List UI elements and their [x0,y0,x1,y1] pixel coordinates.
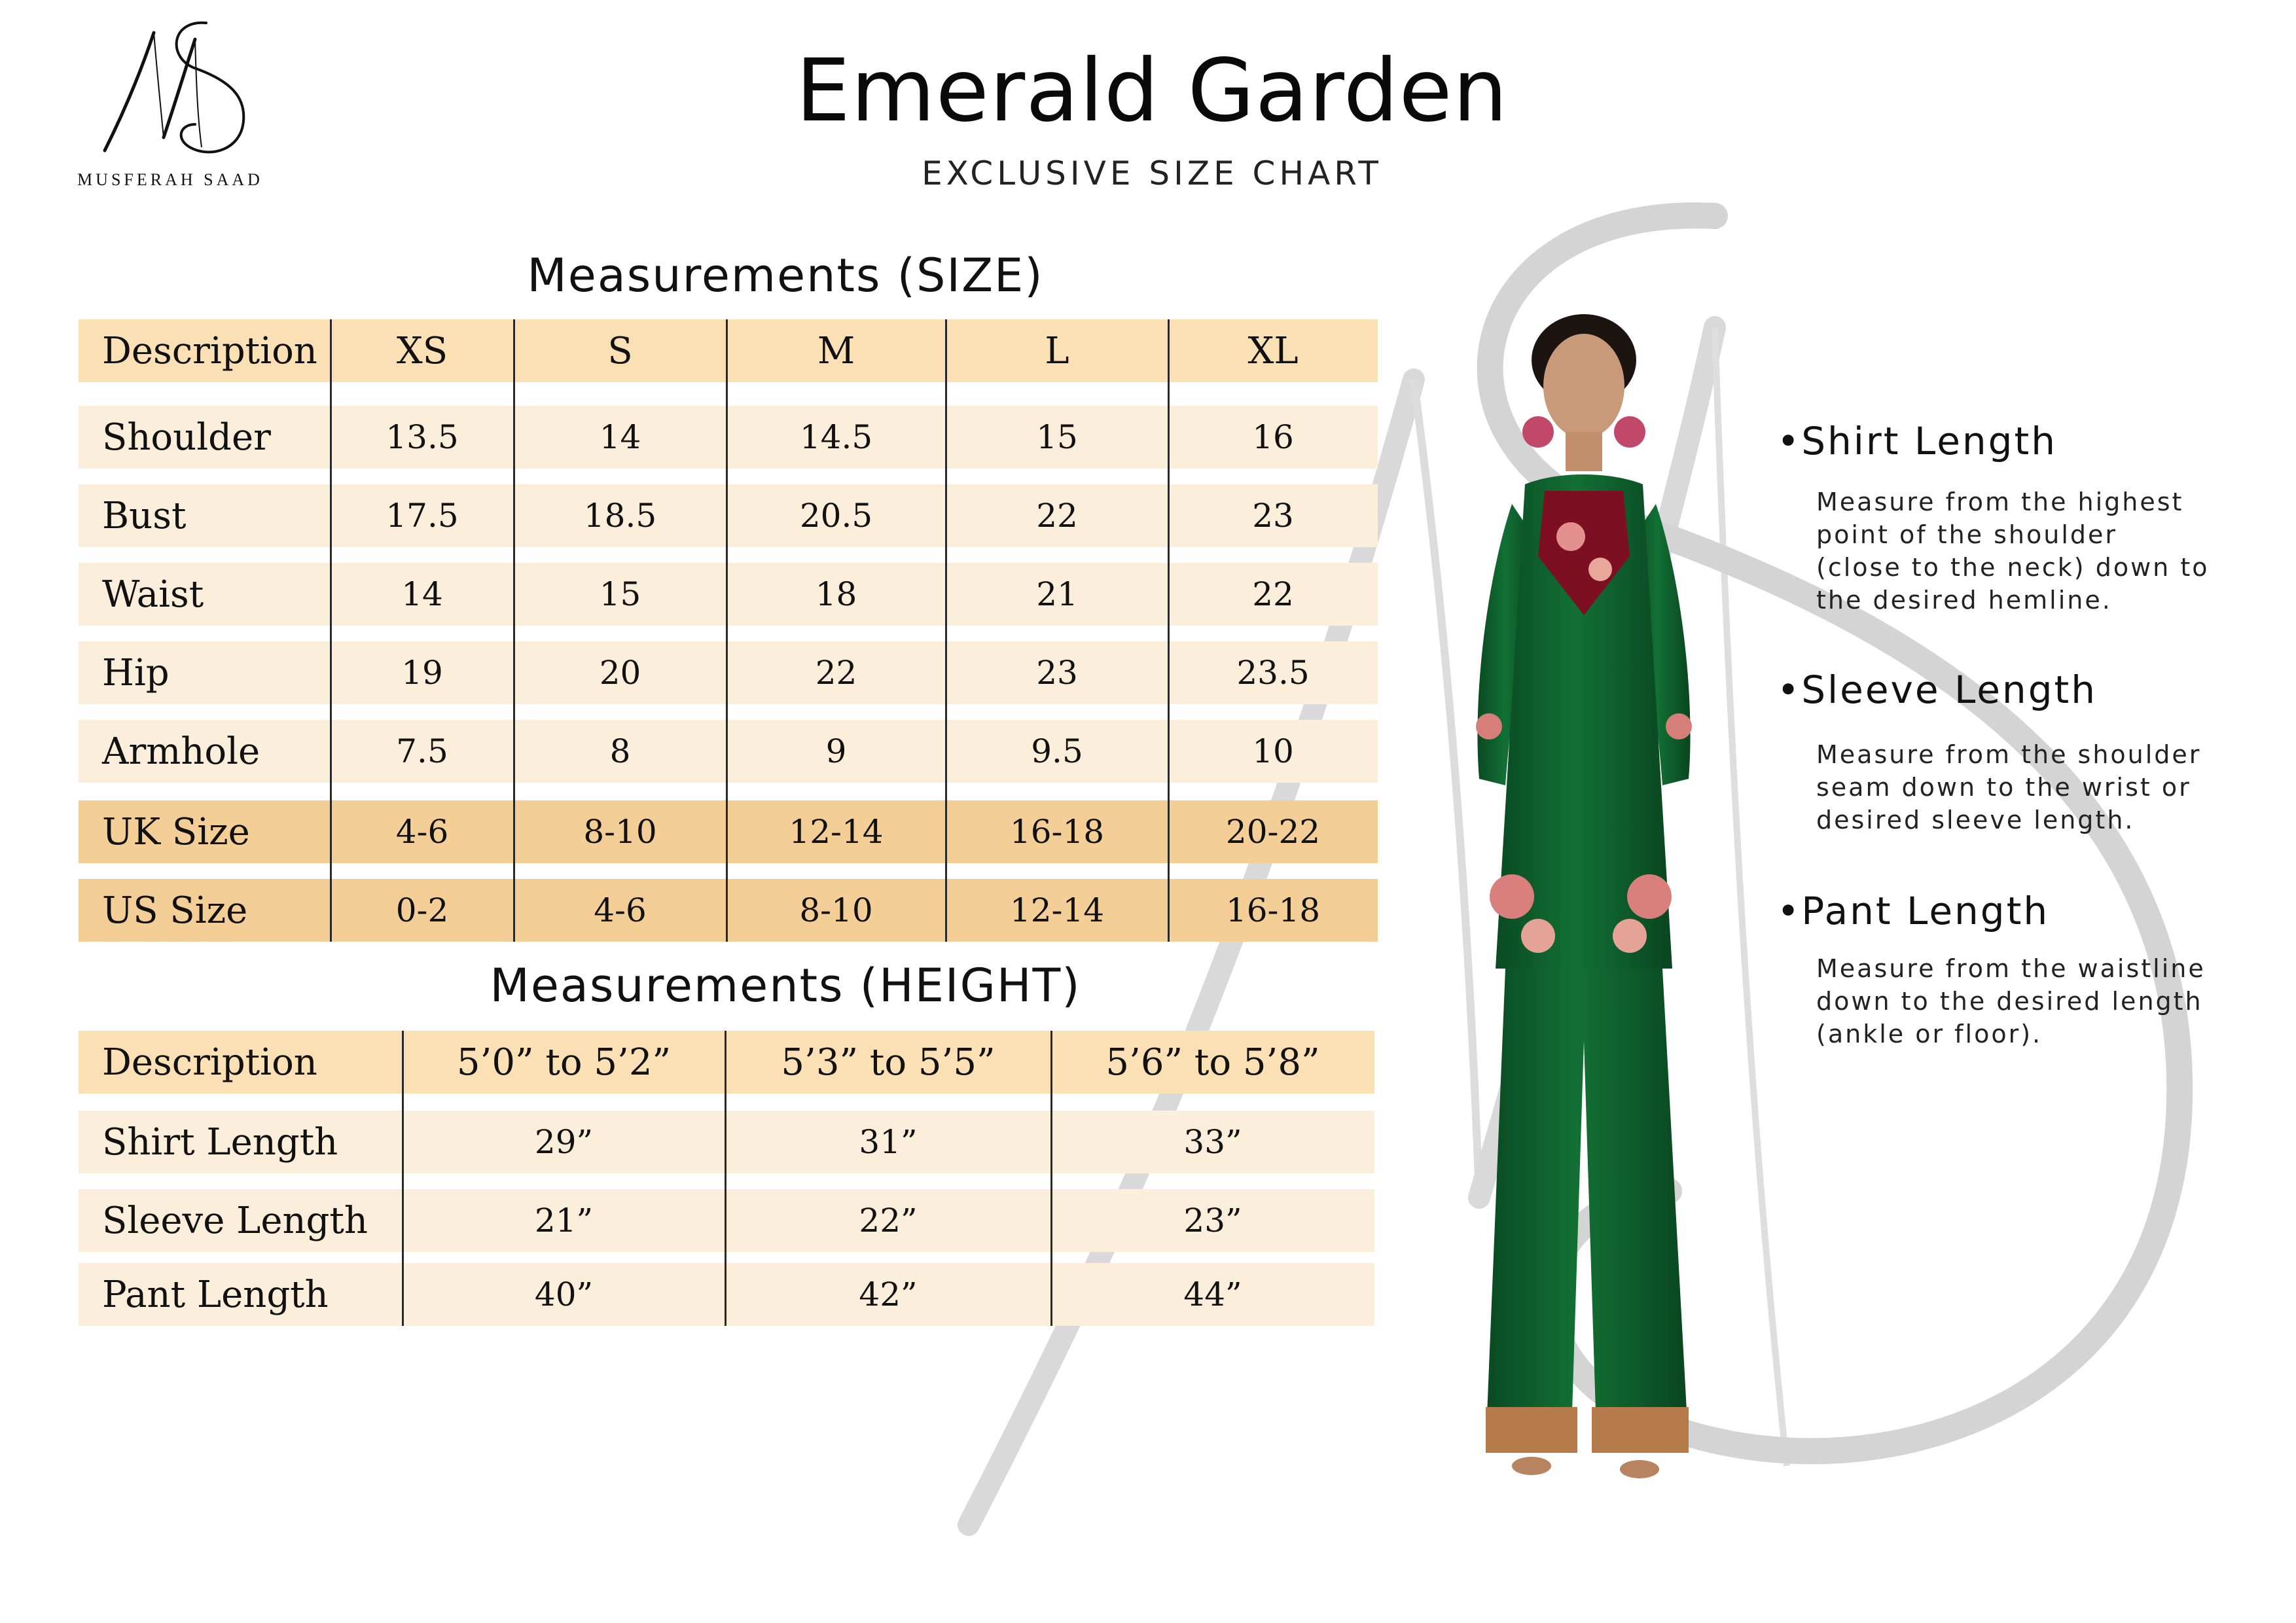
page-title: Emerald Garden [795,41,1509,141]
table-cell: 12-14 [789,813,884,851]
table-cell: 8 [609,732,631,770]
table-cell: 20-22 [1225,813,1321,851]
table-cell: 14.5 [799,418,873,456]
table-cell: 42” [859,1275,918,1313]
table-cell: 9 [825,732,847,770]
table-cell: 14 [401,575,443,613]
table-row [79,800,1378,863]
table-cell: 23 [1252,497,1294,535]
column-divider [402,1031,404,1326]
table-cell: 23.5 [1236,654,1310,692]
guide-sleeve-length-title: •Sleeve Length [1777,668,2098,712]
table-cell: 40” [534,1275,594,1313]
column-header: S [607,329,633,372]
row-label: Armhole [102,730,260,773]
brand-logo [72,13,268,196]
column-header-description: Description [102,1041,317,1084]
table-row [79,641,1378,704]
table-cell: 22 [1252,575,1294,613]
table-cell: 15 [1036,418,1078,456]
table-cell: 15 [599,575,641,613]
table-cell: 31” [859,1123,918,1161]
column-header: 5’6” to 5’8” [1105,1041,1320,1084]
model-photo [1414,308,1754,1486]
table-cell: 0-2 [395,891,449,929]
table-cell: 22” [859,1202,918,1240]
table-header-row [79,319,1378,382]
guide-shirt-length-title: •Shirt Length [1777,419,2057,463]
table-header-row [79,1031,1374,1094]
column-divider [725,1031,726,1326]
table-cell: 20 [599,654,641,692]
column-divider [1168,319,1170,942]
table-cell: 18.5 [583,497,657,535]
table-cell: 19 [401,654,443,692]
table-cell: 23” [1183,1202,1242,1240]
row-label: Sleeve Length [102,1199,368,1242]
row-label: Waist [102,573,204,616]
table-cell: 22 [815,654,857,692]
column-divider [513,319,515,942]
column-divider [945,319,947,942]
table-row [79,563,1378,626]
table-cell: 8-10 [583,813,657,851]
size-table [79,319,1388,941]
column-divider [1050,1031,1052,1326]
brand-name: MUSFERAH SAAD [77,170,263,189]
column-header: XL [1247,329,1299,372]
table-cell: 23 [1036,654,1078,692]
row-label: Shoulder [102,416,271,459]
height-table-heading: Measurements (HEIGHT) [490,959,1081,1012]
table-row [79,1189,1374,1252]
column-divider [330,319,332,942]
table-cell: 21” [534,1202,594,1240]
table-cell: 8-10 [799,891,873,929]
table-row [79,1111,1374,1173]
monogram-logo-icon [92,13,249,164]
column-header: 5’3” to 5’5” [781,1041,996,1084]
table-cell: 16 [1252,418,1294,456]
table-cell: 16-18 [1225,891,1321,929]
table-cell: 33” [1183,1123,1242,1161]
table-cell: 20.5 [799,497,873,535]
table-cell: 14 [599,418,641,456]
table-cell: 18 [815,575,857,613]
page-subtitle: EXCLUSIVE SIZE CHART [922,154,1382,192]
table-row [79,484,1378,547]
height-table [79,1031,1388,1332]
guide-shirt-length-text: Measure from the highest point of the shoulder (close to the neck) down to the desired hemline. [1816,488,2210,615]
column-header: L [1045,329,1069,372]
table-cell: 16-18 [1009,813,1105,851]
row-label: US Size [102,889,248,932]
table-cell: 10 [1252,732,1294,770]
guide-sleeve-length-text: Measure from the shoulder seam down to the wrist or desired sleeve length. [1816,740,2202,834]
row-label: Shirt Length [102,1120,338,1164]
table-row [79,1263,1374,1326]
guide-pant-length-title: •Pant Length [1777,889,2050,933]
table-cell: 29” [534,1123,594,1161]
size-table-heading: Measurements (SIZE) [527,249,1044,302]
row-label: Bust [102,494,187,537]
table-cell: 7.5 [396,732,448,770]
table-row [79,406,1378,469]
table-cell: 9.5 [1031,732,1083,770]
row-label: UK Size [102,810,250,853]
table-row [79,879,1378,942]
table-cell: 17.5 [386,497,459,535]
table-cell: 22 [1036,497,1078,535]
row-label: Pant Length [102,1273,329,1316]
column-divider [726,319,728,942]
column-header-description: Description [102,329,317,372]
table-cell: 4-6 [594,891,647,929]
table-row [79,720,1378,783]
table-cell: 12-14 [1009,891,1105,929]
table-cell: 4-6 [395,813,449,851]
row-label: Hip [102,651,170,694]
table-cell: 21 [1036,575,1078,613]
table-cell: 44” [1183,1275,1242,1313]
column-header: M [817,329,855,372]
table-cell: 13.5 [386,418,459,456]
column-header: 5’0” to 5’2” [456,1041,672,1084]
guide-pant-length-text: Measure from the waistline down to the desired length (ankle or floor). [1816,954,2206,1048]
column-header: XS [396,329,448,372]
